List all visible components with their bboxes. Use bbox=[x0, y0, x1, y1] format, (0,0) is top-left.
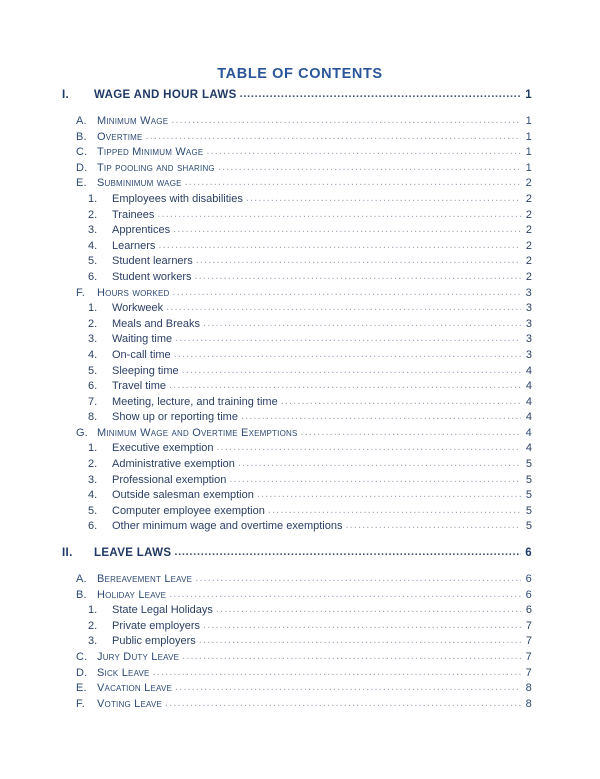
toc-entry-page-number: 2 bbox=[525, 224, 532, 237]
toc-entry-level-3[interactable] bbox=[62, 349, 532, 365]
toc-entry-marker: A. bbox=[76, 573, 87, 586]
toc-entry-marker: B. bbox=[76, 130, 87, 143]
toc-entry-level-3[interactable] bbox=[62, 365, 532, 381]
toc-entry-level-3[interactable] bbox=[62, 411, 532, 427]
toc-dot-leader bbox=[182, 650, 521, 662]
toc-entry-page-number: 4 bbox=[525, 380, 532, 393]
toc-dot-leader bbox=[241, 410, 521, 422]
toc-entry-marker: 8. bbox=[88, 411, 98, 424]
toc-entry-level-3[interactable] bbox=[62, 271, 532, 287]
toc-dot-leader bbox=[174, 348, 521, 360]
toc-entry-label: Apprentices bbox=[112, 224, 171, 237]
toc-entry-label: Tip pooling and sharing bbox=[97, 161, 215, 174]
toc-dot-leader bbox=[246, 192, 521, 204]
toc-entry-page-number: 4 bbox=[525, 395, 532, 408]
toc-entry-label: Professional exemption bbox=[112, 473, 227, 486]
toc-dot-leader bbox=[238, 457, 521, 469]
toc-entry-marker: E. bbox=[76, 682, 87, 695]
toc-entry-label: Sleeping time bbox=[112, 364, 179, 377]
toc-entry-level-2[interactable] bbox=[62, 427, 532, 443]
toc-entry-level-3[interactable] bbox=[62, 489, 532, 505]
toc-entry-marker: 2. bbox=[88, 458, 98, 471]
toc-entry-label: Meals and Breaks bbox=[112, 317, 201, 330]
toc-dot-leader bbox=[157, 208, 521, 220]
toc-entry-marker: D. bbox=[76, 161, 88, 174]
toc-entry-marker: E. bbox=[76, 177, 87, 190]
toc-entry-label: Minimum Wage and Overtime Exemptions bbox=[97, 426, 298, 439]
toc-dot-leader bbox=[257, 488, 521, 500]
toc-entry-marker: 6. bbox=[88, 270, 98, 283]
toc-entry-level-3[interactable] bbox=[62, 302, 532, 318]
toc-entry-level-3[interactable] bbox=[62, 635, 532, 651]
toc-dot-leader bbox=[158, 239, 521, 251]
toc-entry-marker: 2. bbox=[88, 208, 98, 221]
toc-dot-leader bbox=[169, 379, 521, 391]
toc-entry-label: Holiday Leave bbox=[97, 588, 167, 601]
toc-entry-marker: B. bbox=[76, 588, 87, 601]
toc-entry-marker: 5. bbox=[88, 504, 98, 517]
toc-dot-leader bbox=[175, 332, 521, 344]
toc-entry-page-number: 2 bbox=[525, 177, 532, 190]
toc-entry-page-number: 7 bbox=[525, 619, 532, 632]
toc-entry-marker: 6. bbox=[88, 520, 98, 533]
toc-dot-leader bbox=[216, 603, 521, 615]
toc-entry-label: LEAVE LAWS bbox=[94, 547, 172, 560]
toc-entry-label: Executive exemption bbox=[112, 442, 214, 455]
toc-entry-page-number: 4 bbox=[525, 411, 532, 424]
toc-entry-level-2[interactable] bbox=[62, 177, 532, 193]
toc-entry-page-number: 4 bbox=[525, 442, 532, 455]
toc-entry-label: Voting Leave bbox=[97, 697, 162, 710]
toc-entry-level-1[interactable] bbox=[62, 547, 532, 566]
toc-entry-marker: 5. bbox=[88, 255, 98, 268]
toc-dot-leader bbox=[185, 176, 521, 188]
toc-dot-leader bbox=[268, 504, 521, 516]
toc-entry-label: Jury Duty Leave bbox=[97, 651, 180, 663]
toc-entry-page-number: 3 bbox=[525, 317, 532, 330]
toc-entry-level-3[interactable] bbox=[62, 224, 532, 240]
toc-entry-marker: 3. bbox=[88, 333, 98, 346]
toc-entry-page-number: 3 bbox=[525, 348, 532, 361]
toc-dot-leader bbox=[229, 473, 521, 485]
toc-entry-page-number: 8 bbox=[525, 682, 532, 695]
toc-dot-leader bbox=[194, 270, 521, 282]
toc-entry-marker: 4. bbox=[88, 348, 98, 361]
toc-entry-marker: 3. bbox=[88, 473, 98, 486]
toc-dot-leader bbox=[217, 441, 522, 453]
toc-dot-leader bbox=[301, 426, 521, 438]
toc-entry-label: Meeting, lecture, and training time bbox=[112, 395, 278, 408]
toc-dot-leader bbox=[281, 395, 521, 407]
toc-entry-marker: 3. bbox=[88, 224, 98, 237]
toc-entry-label: Public employers bbox=[112, 635, 196, 648]
toc-entry-marker: A. bbox=[76, 115, 87, 127]
toc-entry-page-number: 5 bbox=[525, 458, 532, 471]
toc-dot-leader bbox=[203, 317, 521, 329]
toc-entry-level-1[interactable] bbox=[62, 89, 532, 108]
toc-entry-marker: 7. bbox=[88, 395, 98, 408]
toc-entry-page-number: 5 bbox=[525, 473, 532, 486]
toc-dot-leader bbox=[171, 114, 521, 126]
toc-entry-level-2[interactable] bbox=[62, 698, 532, 714]
toc-entry-page-number: 1 bbox=[525, 89, 532, 101]
toc-entry-page-number: 2 bbox=[525, 270, 532, 283]
toc-entry-level-2[interactable] bbox=[62, 115, 532, 131]
toc-entry-label: Show up or reporting time bbox=[112, 411, 238, 424]
toc-entry-level-3[interactable] bbox=[62, 333, 532, 349]
toc-entry-marker: 4. bbox=[88, 489, 98, 502]
toc-dot-leader bbox=[195, 572, 521, 584]
toc-entry-marker: 1. bbox=[88, 604, 98, 617]
toc-dot-leader bbox=[173, 223, 521, 235]
toc-entry-level-2[interactable] bbox=[62, 667, 532, 683]
toc-dot-leader bbox=[166, 301, 521, 313]
toc-entry-label: Sick Leave bbox=[97, 666, 150, 679]
toc-entry-level-3[interactable] bbox=[62, 442, 532, 458]
toc-entry-level-3[interactable] bbox=[62, 240, 532, 256]
toc-dot-leader bbox=[196, 254, 521, 266]
toc-entry-label: Subminimum wage bbox=[97, 177, 182, 190]
toc-dot-leader bbox=[173, 286, 521, 298]
toc-entry-level-2[interactable] bbox=[62, 682, 532, 698]
toc-entry-label: Learners bbox=[112, 239, 156, 252]
toc-entry-page-number: 5 bbox=[525, 504, 532, 517]
toc-entry-page-number: 3 bbox=[525, 302, 532, 315]
toc-entry-level-3[interactable] bbox=[62, 380, 532, 396]
toc-entry-marker: 4. bbox=[88, 239, 98, 252]
toc-entry-level-2[interactable] bbox=[62, 287, 532, 303]
toc-entry-marker: G. bbox=[76, 426, 89, 439]
toc-entry-page-number: 6 bbox=[525, 573, 532, 586]
toc-entry-label: State Legal Holidays bbox=[112, 604, 213, 617]
toc-entry-page-number: 7 bbox=[525, 666, 532, 679]
toc-entry-page-number: 2 bbox=[525, 255, 532, 268]
table-of-contents-list bbox=[62, 89, 532, 713]
toc-entry-level-3[interactable] bbox=[62, 604, 532, 620]
toc-entry-page-number: 6 bbox=[525, 604, 532, 617]
toc-entry-page-number: 1 bbox=[525, 130, 532, 143]
toc-entry-label: Overtime bbox=[97, 130, 143, 143]
toc-entry-label: Workweek bbox=[112, 302, 164, 315]
toc-dot-leader bbox=[169, 588, 521, 600]
toc-dot-leader bbox=[206, 145, 521, 157]
toc-entry-marker: C. bbox=[76, 651, 88, 663]
toc-entry-label: Outside salesman exemption bbox=[112, 489, 254, 502]
toc-entry-label: Hours worked bbox=[97, 286, 170, 299]
toc-dot-leader bbox=[153, 666, 521, 678]
toc-entry-page-number: 4 bbox=[525, 364, 532, 377]
toc-entry-label: Employees with disabilities bbox=[112, 192, 243, 205]
toc-dot-leader bbox=[345, 519, 521, 531]
toc-dot-leader bbox=[240, 88, 521, 100]
toc-entry-level-3[interactable] bbox=[62, 474, 532, 490]
toc-dot-leader bbox=[203, 619, 521, 631]
toc-entry-label: Minimum Wage bbox=[97, 115, 169, 127]
toc-entry-level-2[interactable] bbox=[62, 146, 532, 162]
toc-entry-level-3[interactable] bbox=[62, 396, 532, 412]
toc-entry-label: Private employers bbox=[112, 619, 201, 632]
toc-dot-leader bbox=[182, 364, 521, 376]
toc-entry-label: Bereavement Leave bbox=[97, 573, 193, 586]
toc-entry-label: Travel time bbox=[112, 380, 166, 393]
toc-entry-page-number: 3 bbox=[525, 286, 532, 299]
toc-entry-marker: I. bbox=[62, 89, 70, 101]
toc-entry-label: Trainees bbox=[112, 208, 155, 221]
toc-entry-marker: F. bbox=[76, 697, 85, 710]
toc-entry-marker: 3. bbox=[88, 635, 98, 648]
toc-entry-level-2[interactable] bbox=[62, 162, 532, 178]
toc-entry-level-3[interactable] bbox=[62, 520, 532, 536]
toc-entry-label: Administrative exemption bbox=[112, 458, 235, 471]
toc-entry-page-number: 1 bbox=[525, 115, 532, 127]
toc-entry-page-number: 3 bbox=[525, 333, 532, 346]
toc-entry-page-number: 5 bbox=[525, 520, 532, 533]
toc-entry-marker: 5. bbox=[88, 364, 98, 377]
toc-entry-level-3[interactable] bbox=[62, 255, 532, 271]
toc-entry-marker: F. bbox=[76, 286, 85, 299]
page-title: TABLE OF CONTENTS bbox=[217, 66, 383, 82]
toc-entry-page-number: 6 bbox=[525, 547, 532, 560]
toc-entry-level-2[interactable] bbox=[62, 573, 532, 589]
toc-dot-leader bbox=[174, 546, 521, 558]
toc-entry-label: Other minimum wage and overtime exemptions bbox=[112, 520, 343, 533]
toc-entry-label: Student workers bbox=[112, 270, 192, 283]
toc-dot-leader bbox=[165, 697, 521, 709]
toc-entry-label: On-call time bbox=[112, 348, 171, 361]
toc-entry-label: WAGE AND HOUR LAWS bbox=[94, 89, 237, 101]
toc-entry-marker: 2. bbox=[88, 317, 98, 330]
toc-entry-label: Computer employee exemption bbox=[112, 504, 265, 517]
toc-entry-level-2[interactable] bbox=[62, 651, 532, 667]
toc-entry-page-number: 1 bbox=[525, 146, 532, 159]
toc-entry-marker: 1. bbox=[88, 442, 98, 455]
toc-dot-leader bbox=[146, 130, 521, 142]
toc-entry-marker: 1. bbox=[88, 192, 98, 205]
toc-entry-marker: D. bbox=[76, 666, 88, 679]
toc-dot-leader bbox=[199, 634, 521, 646]
toc-dot-leader bbox=[175, 681, 521, 693]
toc-entry-marker: 6. bbox=[88, 380, 98, 393]
toc-entry-marker: 1. bbox=[88, 302, 98, 315]
toc-entry-page-number: 2 bbox=[525, 208, 532, 221]
toc-entry-label: Student learners bbox=[112, 255, 193, 268]
toc-dot-leader bbox=[218, 161, 521, 173]
toc-entry-page-number: 6 bbox=[525, 588, 532, 601]
toc-entry-marker: 2. bbox=[88, 619, 98, 632]
toc-entry-page-number: 2 bbox=[525, 192, 532, 205]
toc-entry-level-3[interactable] bbox=[62, 209, 532, 225]
toc-entry-level-3[interactable] bbox=[62, 458, 532, 474]
toc-entry-label: Tipped Minimum Wage bbox=[97, 146, 204, 159]
toc-entry-page-number: 5 bbox=[525, 489, 532, 502]
toc-entry-page-number: 7 bbox=[525, 651, 532, 663]
toc-entry-level-2[interactable] bbox=[62, 131, 532, 147]
toc-entry-label: Vacation Leave bbox=[97, 682, 173, 695]
toc-entry-marker: II. bbox=[62, 547, 73, 560]
toc-entry-page-number: 2 bbox=[525, 239, 532, 252]
toc-entry-label: Waiting time bbox=[112, 333, 173, 346]
toc-entry-page-number: 8 bbox=[525, 697, 532, 710]
toc-entry-page-number: 1 bbox=[525, 161, 532, 174]
toc-entry-marker: C. bbox=[76, 146, 88, 159]
toc-entry-level-3[interactable] bbox=[62, 505, 532, 521]
toc-entry-page-number: 4 bbox=[525, 426, 532, 439]
toc-entry-level-3[interactable] bbox=[62, 620, 532, 636]
toc-entry-level-2[interactable] bbox=[62, 589, 532, 605]
toc-entry-page-number: 7 bbox=[525, 635, 532, 648]
toc-entry-level-3[interactable] bbox=[62, 193, 532, 209]
toc-entry-level-3[interactable] bbox=[62, 318, 532, 334]
